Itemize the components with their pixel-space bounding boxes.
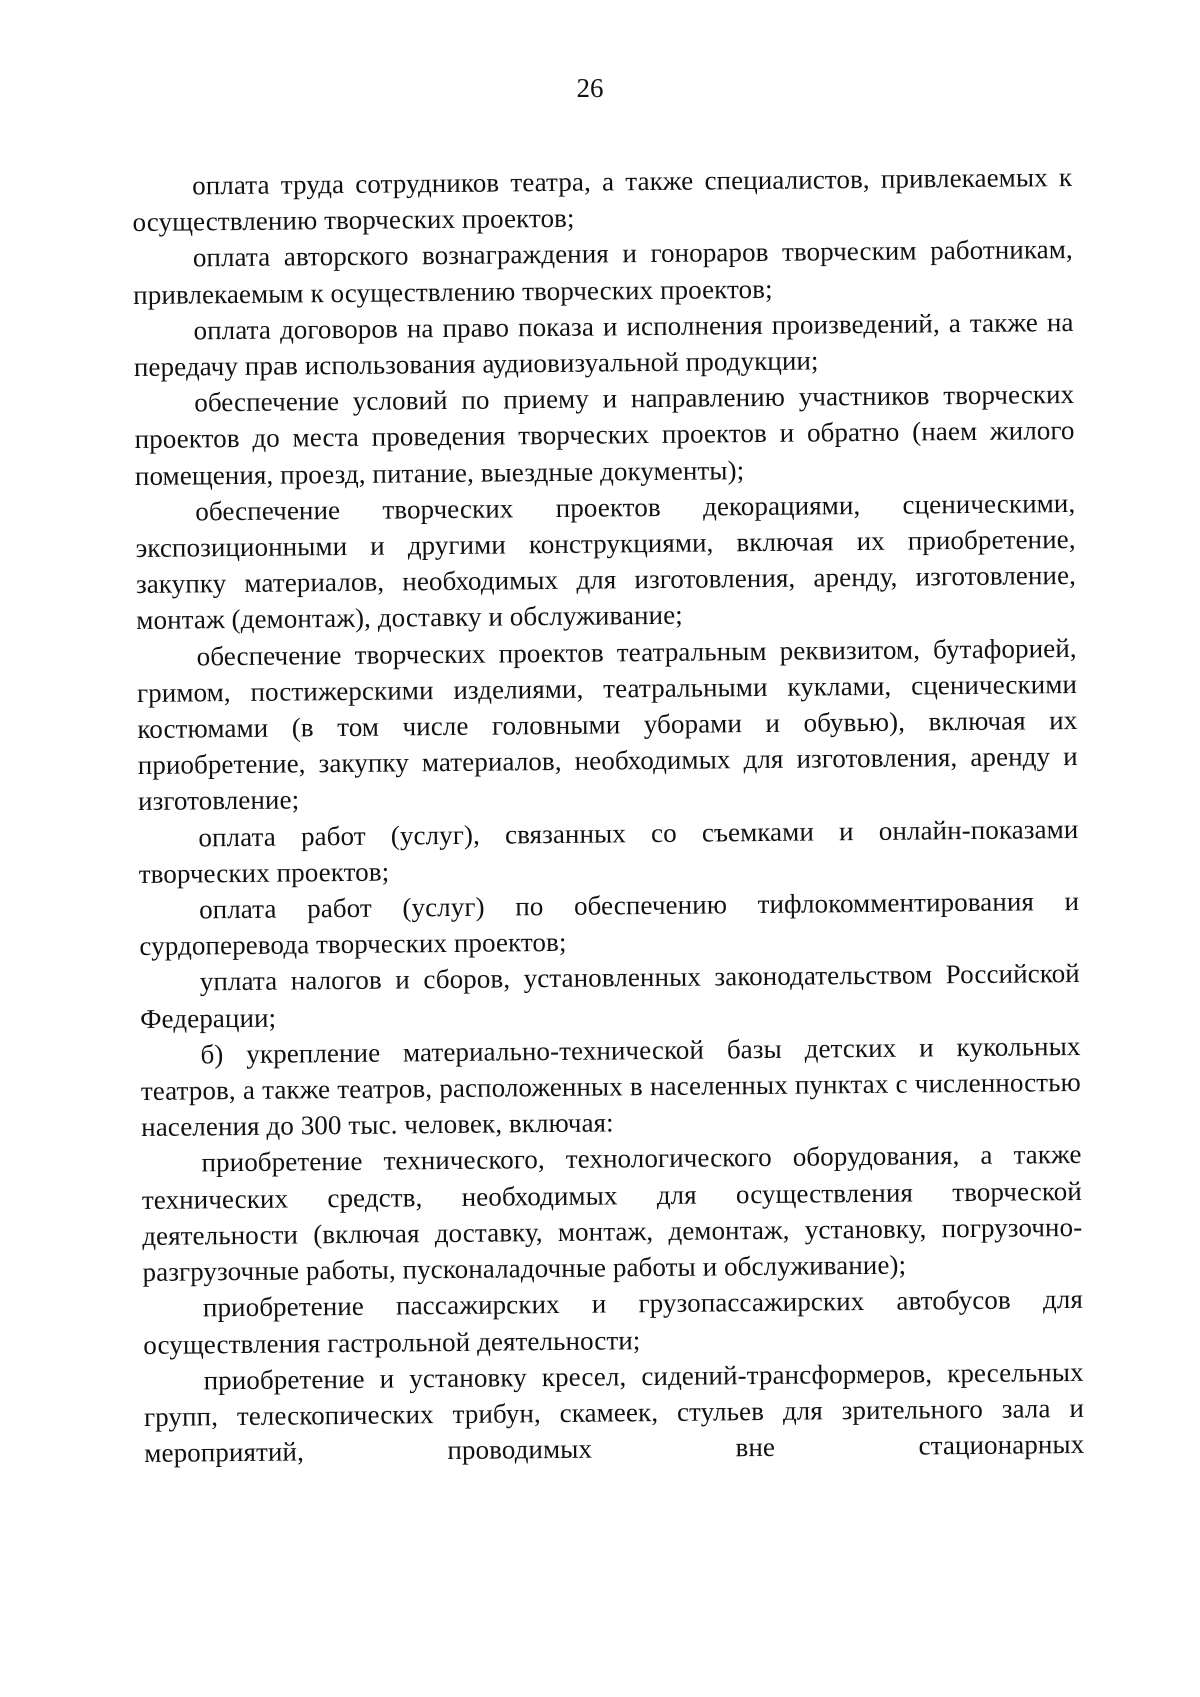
- paragraph-rights-contracts: оплата договоров на право показа и исполнения произведений, а также на передачу прав использования аудиовизуальной продукции;: [133, 306, 1074, 383]
- body-text: [132, 159, 1084, 1471]
- paragraph-props-costumes: обеспечение творческих проектов театральным реквизитом, бутафорией, гримом, постижерскими изделиями, театральными куклами, сценическими костюмами (в том числе головными уборами и обувью), включая их приобретение, закупку материалов, необходимых для изготовления, аренду и изготовление;: [136, 632, 1078, 817]
- paragraph-material-base: б) укрепление материально-технической базы детских и кукольных театров, а также театров, расположенных в населенных пунктах с численностью населения до 300 тыс. человек, включая:: [140, 1030, 1081, 1143]
- paragraph-scenery: обеспечение творческих проектов декорациями, сценическими, экспозиционными и другими конструкциями, включая их приобретение, закупку материалов, необходимых для изготовления, аренду, изготовление, монтаж (демонтаж), доставку и обслуживание;: [135, 487, 1077, 636]
- paragraph-author-fees: оплата авторского вознаграждения и гонораров творческим работникам, привлекаемым к осуществлению творческих проектов;: [133, 234, 1073, 310]
- paragraph-participant-travel: обеспечение условий по приему и направлению участников творческих проектов до места проведения творческих проектов и обратно (наем жилого помещения, проезд, питание, выездные документы);: [134, 379, 1075, 491]
- paragraph-seating: приобретение и установку кресел, сидений-трансформеров, кресельных групп, телескопических трибун, скамеек, стульев для зрительного зала и мероприятий, проводимых вне стационарных: [143, 1356, 1085, 1469]
- paragraph-staff-payment: оплата труда сотрудников театра, а также специалистов, привлекаемых к осуществлению творческих проектов;: [132, 161, 1073, 238]
- paragraph-equipment: приобретение технического, технологического оборудования, а также технических средств, необходимых для осуществления творческой деятельности (включая доставку, монтаж, демонтаж, установку, погрузочно-разгрузочные работы, пусконаладочные работы и обслуживание);: [141, 1139, 1083, 1288]
- page-number: 26: [576, 73, 604, 103]
- paragraph-taxes: уплата налогов и сборов, установленных законодательством Российской Федерации;: [140, 958, 1080, 1034]
- paragraph-filming: оплата работ (услуг), связанных со съемками и онлайн-показами творческих проектов;: [138, 813, 1079, 889]
- paragraph-buses: приобретение пассажирских и грузопассажирских автобусов для осуществления гастрольной деятельности;: [143, 1284, 1084, 1360]
- paragraph-accessibility: оплата работ (услуг) по обеспечению тифлокомментирования и сурдоперевода творческих проектов;: [139, 886, 1080, 962]
